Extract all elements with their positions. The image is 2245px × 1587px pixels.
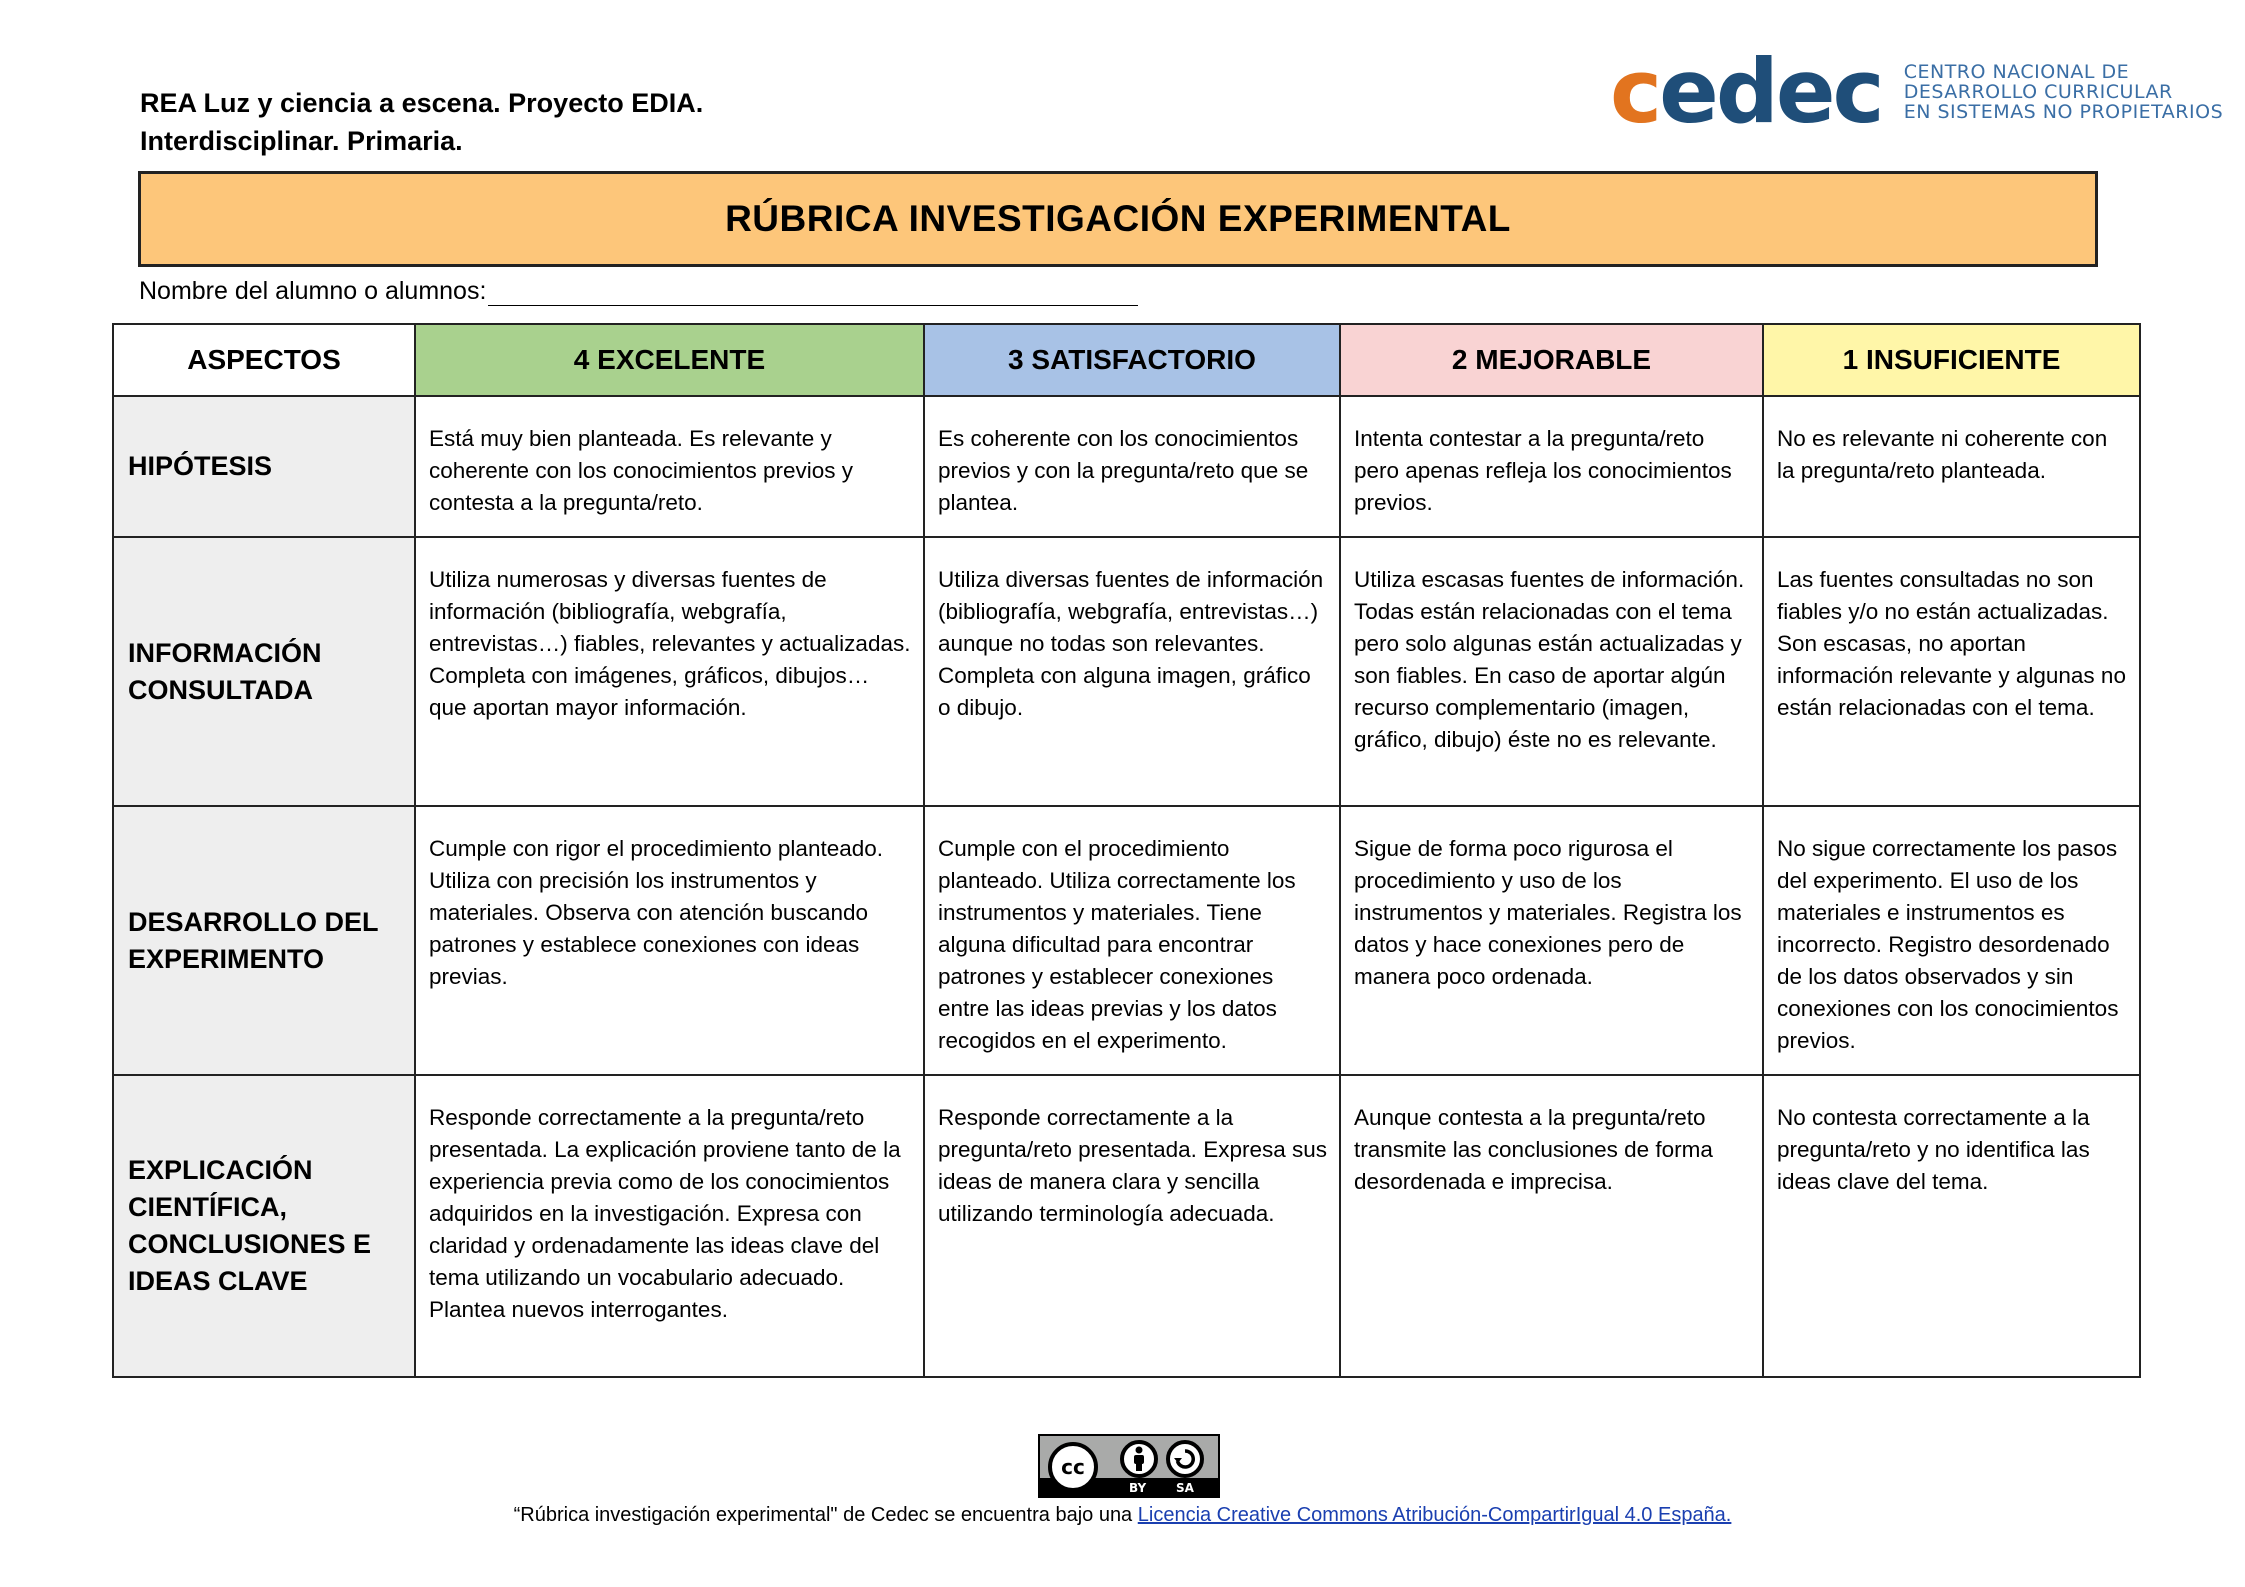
table-cell: Utiliza escasas fuentes de información. Todas están relacionadas con el tema pero solo algunas están actualizadas y son fiables. En caso de aportar algún recurso complementario (imagen, gráfico, dibujo) éste no es relevante.	[1340, 537, 1763, 806]
logo-wordmark: cedec	[1610, 40, 1882, 143]
license-link[interactable]: Licencia Creative Commons Atribución-CompartirIgual 4.0 España.	[1137, 1504, 1732, 1526]
student-name-label: Nombre del alumno o alumnos:	[139, 277, 487, 305]
by-label: BY	[1129, 1481, 1147, 1495]
table-cell: No sigue correctamente los pasos del experimento. El uso de los materiales e instrumentos es incorrecto. Registro desordenado de los datos observados y sin conexiones con los conocimientos previos.	[1763, 806, 2140, 1075]
table-cell: Responde correctamente a la pregunta/reto presentada. La explicación proviene tanto de la experiencia previa como de los conocimientos adquiridos en la investigación. Expresa con claridad y ordenadamente las ideas clave del tema utilizando un vocabulario adecuado. Plantea nuevos interrogantes.	[415, 1075, 924, 1377]
logo-subtitle: CENTRO NACIONAL DE DESARROLLO CURRICULAR EN SISTEMAS NO PROPIETARIOS	[1903, 61, 2224, 123]
table-cell: No contesta correctamente a la pregunta/reto y no identifica las ideas clave del tema.	[1763, 1075, 2140, 1377]
table-cell: Utiliza numerosas y diversas fuentes de información (bibliografía, webgrafía, entrevistas…) fiables, relevantes y actualizadas. Completa con imágenes, gráficos, dibujos… que aportan mayor información.	[415, 537, 924, 806]
table-cell: Es coherente con los conocimientos previos y con la pregunta/reto que se plantea.	[924, 396, 1340, 537]
cedec-logo	[1610, 40, 2224, 143]
aspect-explicacion: EXPLICACIÓN CIENTÍFICA, CONCLUSIONES E IDEAS CLAVE	[113, 1075, 415, 1377]
table-cell: No es relevante ni coherente con la pregunta/reto planteada.	[1763, 396, 2140, 537]
document-header	[140, 84, 703, 160]
person-icon-glyph	[1130, 1446, 1148, 1472]
aspect-informacion: INFORMACIÓN CONSULTADA	[113, 537, 415, 806]
license-text: “Rúbrica investigación experimental" de Cedec se encuentra bajo una	[513, 1504, 1138, 1526]
header-line-2: Interdisciplinar. Primaria.	[140, 126, 463, 156]
share-alike-glyph	[1174, 1448, 1196, 1470]
header-satisfactorio: 3 SATISFACTORIO	[924, 324, 1340, 396]
header-aspectos: ASPECTOS	[113, 324, 415, 396]
header-insuficiente: 1 INSUFICIENTE	[1763, 324, 2140, 396]
table-cell: Cumple con el procedimiento planteado. Utiliza correctamente los instrumentos y materiales. Tiene alguna dificultad para encontrar patrones y establecer conexiones entre las ideas previas y los datos recogidos en el experimento.	[924, 806, 1340, 1075]
aspect-desarrollo: DESARROLLO DEL EXPERIMENTO	[113, 806, 415, 1075]
rubric-title: RÚBRICA INVESTIGACIÓN EXPERIMENTAL	[138, 171, 2098, 267]
table-cell: Sigue de forma poco rigurosa el procedimiento y uso de los instrumentos y materiales. Registra los datos y hace conexiones pero de manera poco ordenada.	[1340, 806, 1763, 1075]
table-cell: Intenta contestar a la pregunta/reto pero apenas refleja los conocimientos previos.	[1340, 396, 1763, 537]
rubric-table	[112, 323, 2141, 1378]
table-row	[113, 537, 2140, 806]
header-excelente: 4 EXCELENTE	[415, 324, 924, 396]
table-row	[113, 396, 2140, 537]
header-line-1: REA Luz y ciencia a escena. Proyecto EDIA.	[140, 88, 704, 118]
table-cell: Cumple con rigor el procedimiento planteado. Utiliza con precisión los instrumentos y materiales. Observa con atención buscando patrones y establece conexiones con ideas previas.	[415, 806, 924, 1075]
table-cell: Utiliza diversas fuentes de información (bibliografía, webgrafía, entrevistas…) aunque no todas son relevantes. Completa con alguna imagen, gráfico o dibujo.	[924, 537, 1340, 806]
table-cell: Las fuentes consultadas no son fiables y/o no están actualizadas. Son escasas, no aportan información relevante y algunas no están relacionadas con el tema.	[1763, 537, 2140, 806]
share-alike-icon	[1166, 1440, 1204, 1478]
table-row	[113, 1075, 2140, 1377]
cc-icon: cc	[1048, 1442, 1098, 1492]
table-header-row	[113, 324, 2140, 396]
student-name-line	[139, 277, 1138, 306]
sa-label: SA	[1176, 1481, 1194, 1495]
table-row	[113, 806, 2140, 1075]
cc-by-sa-badge[interactable]	[1038, 1434, 1220, 1498]
header-mejorable: 2 MEJORABLE	[1340, 324, 1763, 396]
person-icon	[1120, 1440, 1158, 1478]
table-cell: Aunque contesta a la pregunta/reto transmite las conclusiones de forma desordenada e imprecisa.	[1340, 1075, 1763, 1377]
table-cell: Responde correctamente a la pregunta/reto presentada. Expresa sus ideas de manera clara y sencilla utilizando terminología adecuada.	[924, 1075, 1340, 1377]
license-notice	[0, 1504, 2245, 1527]
student-name-field[interactable]	[488, 281, 1138, 306]
table-cell: Está muy bien planteada. Es relevante y coherente con los conocimientos previos y contesta a la pregunta/reto.	[415, 396, 924, 537]
aspect-hipotesis: HIPÓTESIS	[113, 396, 415, 537]
